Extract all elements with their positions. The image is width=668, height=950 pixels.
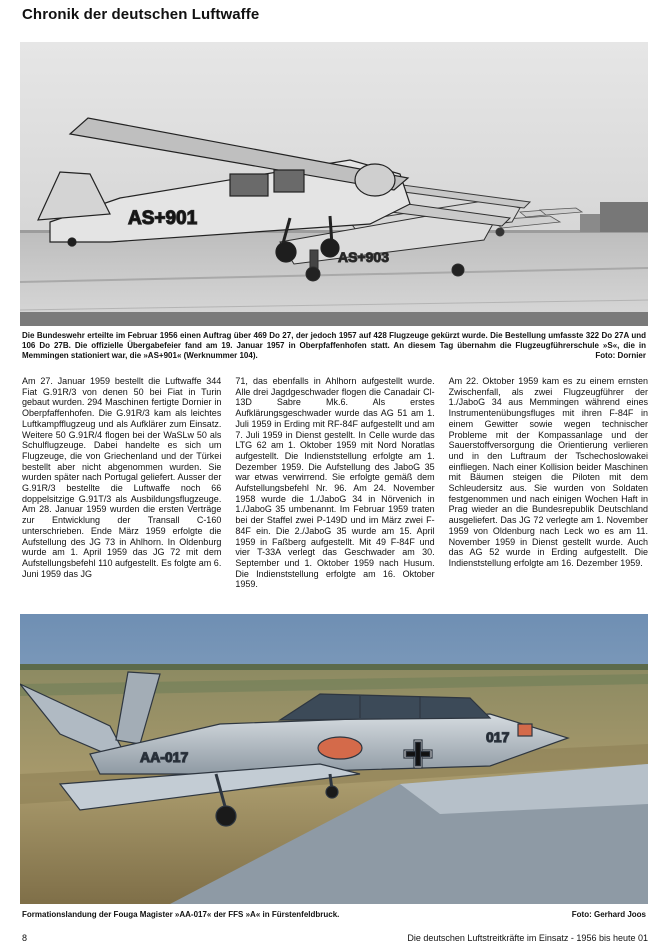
article-column-2: 71, das ebenfalls in Ahlhorn aufgestellt wurde. Alle drei Jagdgeschwader flogen die Canadair Cl-13D Sabre Mk.6. Als erstes Aufklärungsgeschwader wurde das AG 51 am 1. Juli 1959 in Erding mit RF-84F aufgestellt und am 7. Juli 1959 in Dienst gestellt. In Celle wurde das LTG 62 am 1. Oktober 1959 mit Nord Noratlas aufgestellt. Die Indienststellung erfolgte am 1. Dezember 1959. Die Aufstellung des JaboG 35 war etwas verwirrend. Sie erfolgte gemäß dem Aufstellungsbefehl Nr. 96. Am 24. November 1958 wurde die 1./JaboG 34 in Nörvenich in 1./JaboG 35 umbenannt. Im Februar 1959 traten bei der Staffel zwei P-149D und im März zwei F-84F ein. Die 2./JaboG 35 wurde am 15. April 1959 in Faßberg aufgestellt. Mit 49 F-84F und vier T-33A verlegt das Geschwader am 30. September und 1. Oktober 1959 nach Husum. Die Indienststellung erfolgte am 16. Oktober 1959. <box>235 376 435 590</box>
photo-do27-caption <box>22 331 646 361</box>
photo-do27-lineup <box>20 42 648 326</box>
series-title: Die deutschen Luftstreitkräfte im Einsatz - 1956 bis heute 01 <box>407 933 648 943</box>
article-column-3: Am 22. Oktober 1959 kam es zu einem ernsten Zwischenfall, als zwei Flugzeugführer der 1./JaboG 34 aus Memmingen während eines Instrumentenübungsfluges mit ihren F-84F in einem Gewitter sowie wegen technischer Probleme mit der Kompassanlage und der Sauerstoffversorgung die Orientierung verlieren und in den Luftraum der Tschechoslowakei einfliegen. Nach einer Kollision beider Maschinen mit Bäumen steigen die Piloten mit dem Schleudersitz aus. Sie wurden von Soldaten festgenommen und nach einigen Wochen Haft in Prag wieder an die Bundesrepublik Deutschland ausgeliefert. Das JG 72 verlegte am 1. November 1959 von Oldenburg nach Leck wo es am 11. November 1959 in Dienst gestellt wurde. Auch das AG 52 wurde in Erding aufgestellt. Die Indienststellung erfolgte am 16. Dezember 1959. <box>448 376 648 568</box>
photo-fouga-caption-text: Formationslandung der Fouga Magister »AA-017« der FFS »A« in Fürstenfeldbruck. <box>22 910 340 919</box>
marking-017: 017 <box>486 729 510 745</box>
photo-do27-image <box>20 42 648 326</box>
marking-as903: AS+903 <box>338 249 389 265</box>
page-title: Chronik der deutschen Luftwaffe <box>22 6 260 23</box>
photo-fouga-caption <box>22 910 646 920</box>
marking-as901: AS+901 <box>128 208 198 229</box>
photo-do27-credit: Foto: Dornier <box>595 351 646 360</box>
photo-fouga-image <box>20 614 648 904</box>
photo-fouga-magister <box>20 614 648 904</box>
page-footer <box>22 933 648 943</box>
article-body <box>22 376 648 606</box>
marking-aa017: AA-017 <box>140 749 189 765</box>
photo-fouga-credit: Foto: Gerhard Joos <box>571 910 646 919</box>
article-column-1: Am 27. Januar 1959 bestellt die Luftwaffe 344 Fiat G.91R/3 von denen 50 bei Fiat in Turin gebaut wurden. 294 Maschinen fertigte Dornier in Oberpfaffenhofen. Die G.91R/3 kam als leichtes Luftkampfflugzeug und als Aufklärer zum Einsatz. Weitere 50 G.91R/4 flogen bei der WaSLw 50 als Schulflugzeuge. Dabei handelte es sich um Flugzeuge, die von Griechenland und der Türkei bestellt aber nicht abgenommen wurden. Sie wurden später nach Portugal geliefert. Ausser der G.91R/3 bestellte die Luftwaffe noch 66 doppelsitzige G.91T/3 als Ausbildungsflugzeuge. Am 28. Januar 1959 wurden die ersten Verträge zur Entwicklung der Transall C-160 unterschrieben. Ende März 1959 erfolgte die Aufstellung des JG 73 in Ahlhorn. In Oldenburg wurde am 1. April 1959 das JG 72 mit dem Aufstellungsbefehl 110 aufgestellt. Es folgte am 6. Juni 1959 das JG <box>22 376 222 579</box>
photo-do27-caption-text: Die Bundeswehr erteilte im Februar 1956 einen Auftrag über 469 Do 27, der jedoch 1957 auf 428 Flugzeuge gekürzt wurde. Die Bestellung umfasste 322 Do 27A und 106 Do 27B. Die offizielle Übergabefeier fand am 19. Januar 1957 in Oberpfaffenhofen statt. An diesem Tag übernahm die Flugzeugführerschule »S«, die in Memmingen stationiert war, die »AS+901« (Werknummer 104). <box>22 331 646 360</box>
page-number: 8 <box>22 933 28 943</box>
